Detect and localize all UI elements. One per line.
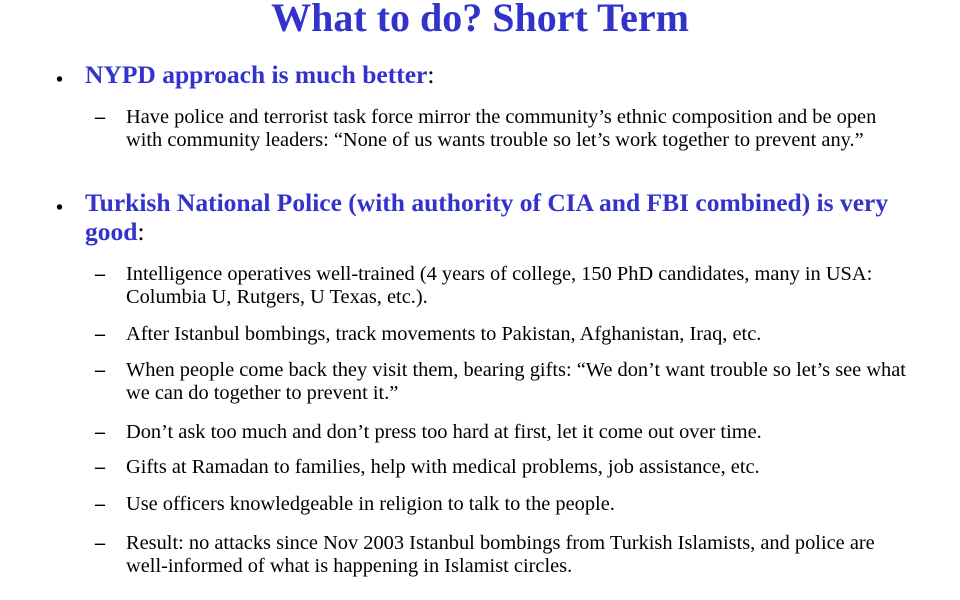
point-nypd-colon: : — [427, 60, 435, 89]
dash-icon: – — [95, 421, 105, 443]
dash-icon: – — [95, 493, 105, 515]
slide-title: What to do? Short Term — [271, 0, 689, 40]
dash-icon: – — [95, 263, 105, 285]
dash-icon: – — [95, 323, 105, 345]
sub-item: Result: no attacks since Nov 2003 Istanbul bombings from Turkish Islamists, and police are well-informed of what is happening in Islamist circles. — [126, 532, 875, 577]
point-turkish-police — [85, 188, 915, 246]
sub-item: Have police and terrorist task force mirror the community’s ethnic composition and be open with community leaders: “None of us wants trouble so let’s work together to prevent any.” — [126, 106, 877, 151]
point-nypd — [85, 60, 915, 89]
sub-item: Gifts at Ramadan to families, help with medical problems, job assistance, etc. — [126, 456, 760, 478]
point-turkish-colon: : — [137, 217, 145, 246]
sub-item: Use officers knowledgeable in religion to talk to the people. — [126, 493, 615, 515]
sub-item: After Istanbul bombings, track movements to Pakistan, Afghanistan, Iraq, etc. — [126, 323, 762, 345]
bullet-icon: • — [56, 197, 64, 219]
dash-icon: – — [95, 106, 105, 128]
sub-item: When people come back they visit them, bearing gifts: “We don’t want trouble so let’s see what we can do together to prevent it.” — [126, 359, 906, 404]
point-nypd-heading: NYPD approach is much better — [85, 60, 428, 89]
point-turkish-heading: Turkish National Police (with authority of CIA and FBI combined) is very good — [85, 188, 889, 246]
sub-item: Don’t ask too much and don’t press too hard at first, let it come out over time. — [126, 421, 762, 443]
dash-icon: – — [95, 456, 105, 478]
sub-item: Intelligence operatives well-trained (4 years of college, 150 PhD candidates, many in USA: Columbia U, Rutgers, U Texas, etc.). — [126, 263, 873, 308]
dash-icon: – — [95, 532, 105, 554]
dash-icon: – — [95, 359, 105, 381]
bullet-icon: • — [56, 69, 64, 91]
